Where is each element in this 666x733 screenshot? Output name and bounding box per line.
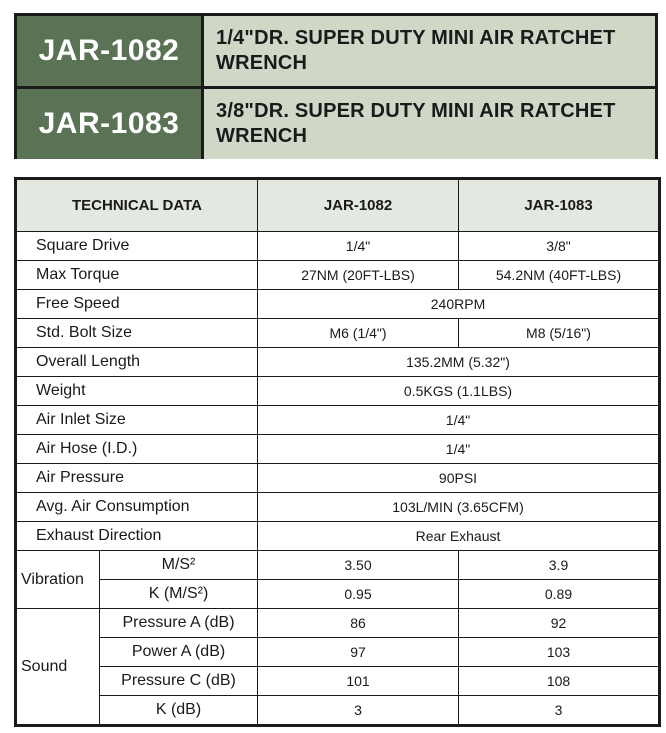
row-label: Air Pressure bbox=[16, 464, 258, 493]
header-jar-1082: JAR-1082 bbox=[258, 179, 459, 232]
table-row bbox=[16, 261, 660, 290]
row-value-shared: 0.5KGS (1.1LBS) bbox=[258, 377, 660, 406]
table-row bbox=[16, 493, 660, 522]
row-value-jar-1082: 3.50 bbox=[258, 551, 459, 580]
row-label: Exhaust Direction bbox=[16, 522, 258, 551]
row-sub-label: Pressure C (dB) bbox=[100, 667, 258, 696]
table-row bbox=[16, 580, 660, 609]
row-value-jar-1082: M6 (1/4") bbox=[258, 319, 459, 348]
row-value-jar-1083: 0.89 bbox=[459, 580, 660, 609]
row-label: Square Drive bbox=[16, 232, 258, 261]
row-label: Max Torque bbox=[16, 261, 258, 290]
row-value-jar-1083: 54.2NM (40FT-LBS) bbox=[459, 261, 660, 290]
table-row bbox=[16, 609, 660, 638]
table-row bbox=[16, 406, 660, 435]
row-value-jar-1083: M8 (5/16") bbox=[459, 319, 660, 348]
row-value-jar-1083: 92 bbox=[459, 609, 660, 638]
table-header-row bbox=[16, 179, 660, 232]
row-value-jar-1083: 3/8" bbox=[459, 232, 660, 261]
table-row bbox=[16, 290, 660, 319]
row-value-jar-1082: 97 bbox=[258, 638, 459, 667]
product-row-jar-1082 bbox=[17, 16, 655, 86]
product-description bbox=[204, 16, 655, 86]
table-row bbox=[16, 319, 660, 348]
row-value-shared: Rear Exhaust bbox=[258, 522, 660, 551]
table-row bbox=[16, 667, 660, 696]
row-value-jar-1082: 86 bbox=[258, 609, 459, 638]
row-sub-label: Power A (dB) bbox=[100, 638, 258, 667]
row-value-jar-1082: 0.95 bbox=[258, 580, 459, 609]
row-label: Weight bbox=[16, 377, 258, 406]
header-technical-data: TECHNICAL DATA bbox=[16, 179, 258, 232]
row-value-shared: 135.2MM (5.32") bbox=[258, 348, 660, 377]
sound-group-label: Sound bbox=[16, 609, 100, 726]
table-row bbox=[16, 348, 660, 377]
table-row bbox=[16, 435, 660, 464]
table-row bbox=[16, 377, 660, 406]
row-sub-label: K (M/S²) bbox=[100, 580, 258, 609]
row-value-shared: 1/4" bbox=[258, 435, 660, 464]
row-sub-label: Pressure A (dB) bbox=[100, 609, 258, 638]
row-value-jar-1083: 3 bbox=[459, 696, 660, 726]
product-description bbox=[204, 89, 655, 159]
product-description-line: 1/4"DR. SUPER DUTY MINI AIR RATCHET bbox=[216, 27, 616, 49]
table-row bbox=[16, 638, 660, 667]
row-value-shared: 103L/MIN (3.65CFM) bbox=[258, 493, 660, 522]
row-label: Free Speed bbox=[16, 290, 258, 319]
product-header bbox=[14, 13, 658, 159]
row-value-jar-1082: 101 bbox=[258, 667, 459, 696]
row-value-jar-1083: 3.9 bbox=[459, 551, 660, 580]
product-description-line: WRENCH bbox=[216, 125, 308, 147]
product-code: JAR-1082 bbox=[17, 16, 201, 86]
row-value-shared: 240RPM bbox=[258, 290, 660, 319]
row-label: Avg. Air Consumption bbox=[16, 493, 258, 522]
row-value-shared: 90PSI bbox=[258, 464, 660, 493]
table-row bbox=[16, 232, 660, 261]
table-row bbox=[16, 522, 660, 551]
row-value-jar-1083: 103 bbox=[459, 638, 660, 667]
row-value-jar-1082: 1/4" bbox=[258, 232, 459, 261]
row-value-jar-1082: 3 bbox=[258, 696, 459, 726]
product-code: JAR-1083 bbox=[17, 89, 201, 159]
row-label: Std. Bolt Size bbox=[16, 319, 258, 348]
table-row bbox=[16, 464, 660, 493]
row-label: Air Inlet Size bbox=[16, 406, 258, 435]
row-label: Air Hose (I.D.) bbox=[16, 435, 258, 464]
technical-data-table bbox=[14, 177, 661, 727]
product-description-line: 3/8"DR. SUPER DUTY MINI AIR RATCHET bbox=[216, 100, 616, 122]
row-sub-label: M/S² bbox=[100, 551, 258, 580]
vibration-group-label: Vibration bbox=[16, 551, 100, 609]
row-value-shared: 1/4" bbox=[258, 406, 660, 435]
table-row bbox=[16, 696, 660, 726]
row-label: Overall Length bbox=[16, 348, 258, 377]
row-sub-label: K (dB) bbox=[100, 696, 258, 726]
product-row-jar-1083 bbox=[17, 89, 655, 159]
row-value-jar-1082: 27NM (20FT-LBS) bbox=[258, 261, 459, 290]
product-description-line: WRENCH bbox=[216, 52, 308, 74]
header-jar-1083: JAR-1083 bbox=[459, 179, 660, 232]
table-row bbox=[16, 551, 660, 580]
row-value-jar-1083: 108 bbox=[459, 667, 660, 696]
